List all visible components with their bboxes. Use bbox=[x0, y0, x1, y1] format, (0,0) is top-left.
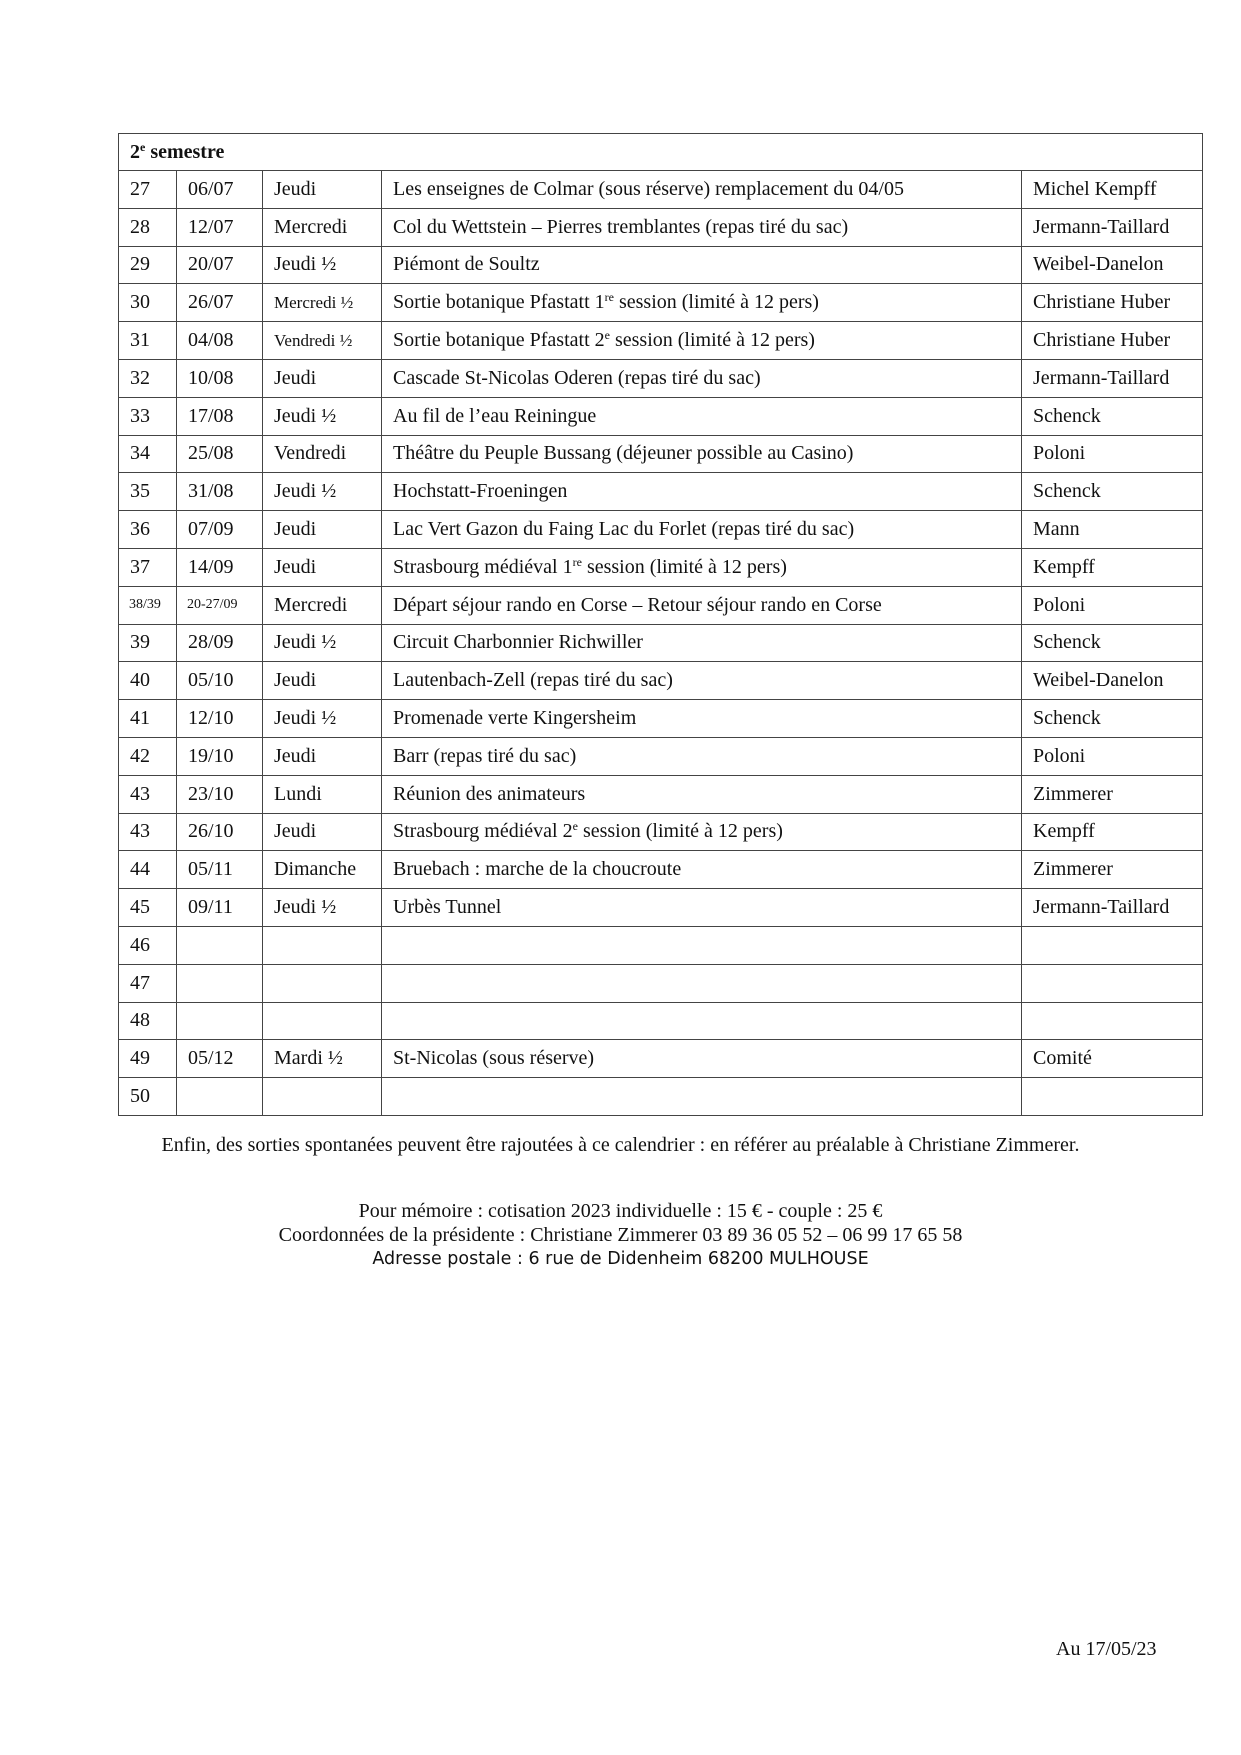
row-date: 07/09 bbox=[177, 511, 263, 549]
row-day: Mercredi ½ bbox=[263, 284, 382, 322]
row-title: Cascade St-Nicolas Oderen (repas tiré du sac) bbox=[382, 359, 1022, 397]
row-date: 31/08 bbox=[177, 473, 263, 511]
title-superscript: e bbox=[604, 328, 610, 343]
title-text-rest: session (limité à 12 pers) bbox=[577, 820, 783, 843]
row-title: Bruebach : marche de la choucroute bbox=[382, 851, 1022, 889]
row-number: 48 bbox=[119, 1002, 177, 1040]
row-title: St-Nicolas (sous réserve) bbox=[382, 1040, 1022, 1078]
row-title: Urbès Tunnel bbox=[382, 889, 1022, 927]
row-date: 06/07 bbox=[177, 171, 263, 209]
row-date bbox=[177, 964, 263, 1002]
row-title bbox=[382, 926, 1022, 964]
row-day: Jeudi bbox=[263, 813, 382, 851]
semestre-header-row bbox=[119, 134, 1203, 171]
row-date: 04/08 bbox=[177, 322, 263, 360]
row-title: Les enseignes de Colmar (sous réserve) remplacement du 04/05 bbox=[382, 171, 1022, 209]
row-number: 28 bbox=[119, 208, 177, 246]
row-date: 17/08 bbox=[177, 397, 263, 435]
row-day bbox=[263, 1078, 382, 1116]
row-number: 44 bbox=[119, 851, 177, 889]
row-day: Vendredi bbox=[263, 435, 382, 473]
table-row bbox=[119, 775, 1203, 813]
row-day: Mercredi bbox=[263, 586, 382, 624]
row-title bbox=[382, 1002, 1022, 1040]
contact-block bbox=[0, 1199, 1241, 1271]
row-day: Jeudi ½ bbox=[263, 700, 382, 738]
row-number: 36 bbox=[119, 511, 177, 549]
row-number: 29 bbox=[119, 246, 177, 284]
table-row bbox=[119, 1078, 1203, 1116]
row-leader bbox=[1022, 1002, 1203, 1040]
row-leader: Jermann-Taillard bbox=[1022, 359, 1203, 397]
row-title: Promenade verte Kingersheim bbox=[382, 700, 1022, 738]
row-date: 05/11 bbox=[177, 851, 263, 889]
row-date bbox=[177, 1078, 263, 1116]
row-title: Lautenbach-Zell (repas tiré du sac) bbox=[382, 662, 1022, 700]
row-date: 26/07 bbox=[177, 284, 263, 322]
row-day: Jeudi ½ bbox=[263, 889, 382, 927]
title-text-rest: session (limité à 12 pers) bbox=[609, 329, 815, 352]
table-row bbox=[119, 624, 1203, 662]
table-row bbox=[119, 473, 1203, 511]
row-date: 12/07 bbox=[177, 208, 263, 246]
row-date: 23/10 bbox=[177, 775, 263, 813]
row-number: 32 bbox=[119, 359, 177, 397]
table-row bbox=[119, 926, 1203, 964]
row-number: 49 bbox=[119, 1040, 177, 1078]
row-leader: Poloni bbox=[1022, 586, 1203, 624]
row-day: Jeudi bbox=[263, 662, 382, 700]
row-day: Lundi bbox=[263, 775, 382, 813]
row-day bbox=[263, 964, 382, 1002]
row-title: Théâtre du Peuple Bussang (déjeuner possible au Casino) bbox=[382, 435, 1022, 473]
row-number: 41 bbox=[119, 700, 177, 738]
table-row bbox=[119, 322, 1203, 360]
row-date: 12/10 bbox=[177, 700, 263, 738]
footer-date: Au 17/05/23 bbox=[1056, 1638, 1157, 1660]
schedule-body bbox=[119, 134, 1203, 1116]
row-leader: Poloni bbox=[1022, 435, 1203, 473]
row-title: Col du Wettstein – Pierres tremblantes (repas tiré du sac) bbox=[382, 208, 1022, 246]
row-day: Jeudi bbox=[263, 171, 382, 209]
table-row bbox=[119, 397, 1203, 435]
row-leader: Schenck bbox=[1022, 397, 1203, 435]
table-row bbox=[119, 889, 1203, 927]
row-leader: Poloni bbox=[1022, 737, 1203, 775]
address-line: Adresse postale : 6 rue de Didenheim 68200 MULHOUSE bbox=[372, 1249, 869, 1269]
table-row bbox=[119, 851, 1203, 889]
title-text-rest: session (limité à 12 pers) bbox=[581, 555, 787, 578]
row-date: 25/08 bbox=[177, 435, 263, 473]
row-leader: Zimmerer bbox=[1022, 851, 1203, 889]
row-title bbox=[382, 548, 1022, 586]
table-row bbox=[119, 813, 1203, 851]
row-date: 20-27/09 bbox=[177, 586, 263, 624]
row-number: 34 bbox=[119, 435, 177, 473]
row-date bbox=[177, 1002, 263, 1040]
row-title bbox=[382, 322, 1022, 360]
row-day: Jeudi bbox=[263, 359, 382, 397]
row-date: 10/08 bbox=[177, 359, 263, 397]
note-text: Enfin, des sorties spontanées peuvent être rajoutées à ce calendrier : en référer au préalable à Christiane Zimmerer. bbox=[161, 1134, 1080, 1156]
table-row bbox=[119, 208, 1203, 246]
row-day: Mardi ½ bbox=[263, 1040, 382, 1078]
row-number: 43 bbox=[119, 813, 177, 851]
title-text: Strasbourg médiéval 2 bbox=[393, 820, 573, 843]
table-row bbox=[119, 548, 1203, 586]
row-leader: Christiane Huber bbox=[1022, 322, 1203, 360]
row-day: Jeudi bbox=[263, 548, 382, 586]
table-row bbox=[119, 284, 1203, 322]
table-row bbox=[119, 435, 1203, 473]
row-number: 42 bbox=[119, 737, 177, 775]
row-leader: Weibel-Danelon bbox=[1022, 662, 1203, 700]
row-leader bbox=[1022, 1078, 1203, 1116]
row-leader: Kempff bbox=[1022, 813, 1203, 851]
table-row bbox=[119, 737, 1203, 775]
row-number: 40 bbox=[119, 662, 177, 700]
row-date: 05/12 bbox=[177, 1040, 263, 1078]
row-day bbox=[263, 1002, 382, 1040]
row-day: Jeudi bbox=[263, 511, 382, 549]
title-text-rest: session (limité à 12 pers) bbox=[613, 291, 819, 314]
row-number: 47 bbox=[119, 964, 177, 1002]
presidente-line: Coordonnées de la présidente : Christiane Zimmerer 03 89 36 05 52 – 06 99 17 65 58 bbox=[278, 1224, 963, 1246]
row-leader bbox=[1022, 926, 1203, 964]
semestre-heading bbox=[119, 134, 1203, 171]
row-title bbox=[382, 964, 1022, 1002]
row-title: Barr (repas tiré du sac) bbox=[382, 737, 1022, 775]
row-leader bbox=[1022, 964, 1203, 1002]
row-leader: Jermann-Taillard bbox=[1022, 208, 1203, 246]
row-date: 14/09 bbox=[177, 548, 263, 586]
row-leader: Michel Kempff bbox=[1022, 171, 1203, 209]
semestre-label: semestre bbox=[145, 140, 225, 163]
row-day: Jeudi ½ bbox=[263, 397, 382, 435]
row-leader: Comité bbox=[1022, 1040, 1203, 1078]
row-number: 43 bbox=[119, 775, 177, 813]
table-row bbox=[119, 700, 1203, 738]
title-text: Strasbourg médiéval 1 bbox=[393, 555, 573, 578]
row-leader: Schenck bbox=[1022, 624, 1203, 662]
row-number: 37 bbox=[119, 548, 177, 586]
table-row bbox=[119, 359, 1203, 397]
row-day: Jeudi ½ bbox=[263, 473, 382, 511]
row-day: Jeudi bbox=[263, 737, 382, 775]
row-date: 05/10 bbox=[177, 662, 263, 700]
semestre-number: 2 bbox=[130, 140, 140, 163]
row-number: 46 bbox=[119, 926, 177, 964]
row-date bbox=[177, 926, 263, 964]
row-date: 09/11 bbox=[177, 889, 263, 927]
table-row bbox=[119, 246, 1203, 284]
row-number: 35 bbox=[119, 473, 177, 511]
table-row bbox=[119, 511, 1203, 549]
row-title: Départ séjour rando en Corse – Retour séjour rando en Corse bbox=[382, 586, 1022, 624]
cotisation-line: Pour mémoire : cotisation 2023 individuelle : 15 € - couple : 25 € bbox=[358, 1200, 883, 1222]
table-row bbox=[119, 586, 1203, 624]
table-row bbox=[119, 1040, 1203, 1078]
title-superscript: e bbox=[572, 819, 578, 834]
row-title bbox=[382, 1078, 1022, 1116]
row-number: 33 bbox=[119, 397, 177, 435]
row-date: 19/10 bbox=[177, 737, 263, 775]
row-leader: Kempff bbox=[1022, 548, 1203, 586]
row-title: Circuit Charbonnier Richwiller bbox=[382, 624, 1022, 662]
row-date: 26/10 bbox=[177, 813, 263, 851]
table-row bbox=[119, 662, 1203, 700]
title-text: Sortie botanique Pfastatt 2 bbox=[393, 329, 605, 352]
row-date: 20/07 bbox=[177, 246, 263, 284]
title-text: Sortie botanique Pfastatt 1 bbox=[393, 291, 605, 314]
row-title: Lac Vert Gazon du Faing Lac du Forlet (repas tiré du sac) bbox=[382, 511, 1022, 549]
row-title: Hochstatt-Froeningen bbox=[382, 473, 1022, 511]
row-title: Piémont de Soultz bbox=[382, 246, 1022, 284]
row-day: Dimanche bbox=[263, 851, 382, 889]
row-leader: Weibel-Danelon bbox=[1022, 246, 1203, 284]
schedule-table bbox=[118, 133, 1203, 1116]
row-date: 28/09 bbox=[177, 624, 263, 662]
row-number: 45 bbox=[119, 889, 177, 927]
row-title: Au fil de l’eau Reiningue bbox=[382, 397, 1022, 435]
title-superscript: re bbox=[604, 290, 614, 305]
row-day: Jeudi ½ bbox=[263, 624, 382, 662]
row-day: Jeudi ½ bbox=[263, 246, 382, 284]
row-leader: Zimmerer bbox=[1022, 775, 1203, 813]
row-leader: Mann bbox=[1022, 511, 1203, 549]
table-row bbox=[119, 1002, 1203, 1040]
table-row bbox=[119, 964, 1203, 1002]
row-leader: Schenck bbox=[1022, 700, 1203, 738]
row-number: 50 bbox=[119, 1078, 177, 1116]
semestre-number-sup: e bbox=[140, 139, 146, 154]
row-title: Réunion des animateurs bbox=[382, 775, 1022, 813]
row-leader: Christiane Huber bbox=[1022, 284, 1203, 322]
row-number: 38/39 bbox=[119, 586, 177, 624]
row-number: 27 bbox=[119, 171, 177, 209]
row-day bbox=[263, 926, 382, 964]
row-number: 31 bbox=[119, 322, 177, 360]
row-number: 39 bbox=[119, 624, 177, 662]
row-day: Mercredi bbox=[263, 208, 382, 246]
row-leader: Jermann-Taillard bbox=[1022, 889, 1203, 927]
title-superscript: re bbox=[572, 554, 582, 569]
row-leader: Schenck bbox=[1022, 473, 1203, 511]
row-title bbox=[382, 284, 1022, 322]
row-day: Vendredi ½ bbox=[263, 322, 382, 360]
table-row bbox=[119, 171, 1203, 209]
row-number: 30 bbox=[119, 284, 177, 322]
row-title bbox=[382, 813, 1022, 851]
